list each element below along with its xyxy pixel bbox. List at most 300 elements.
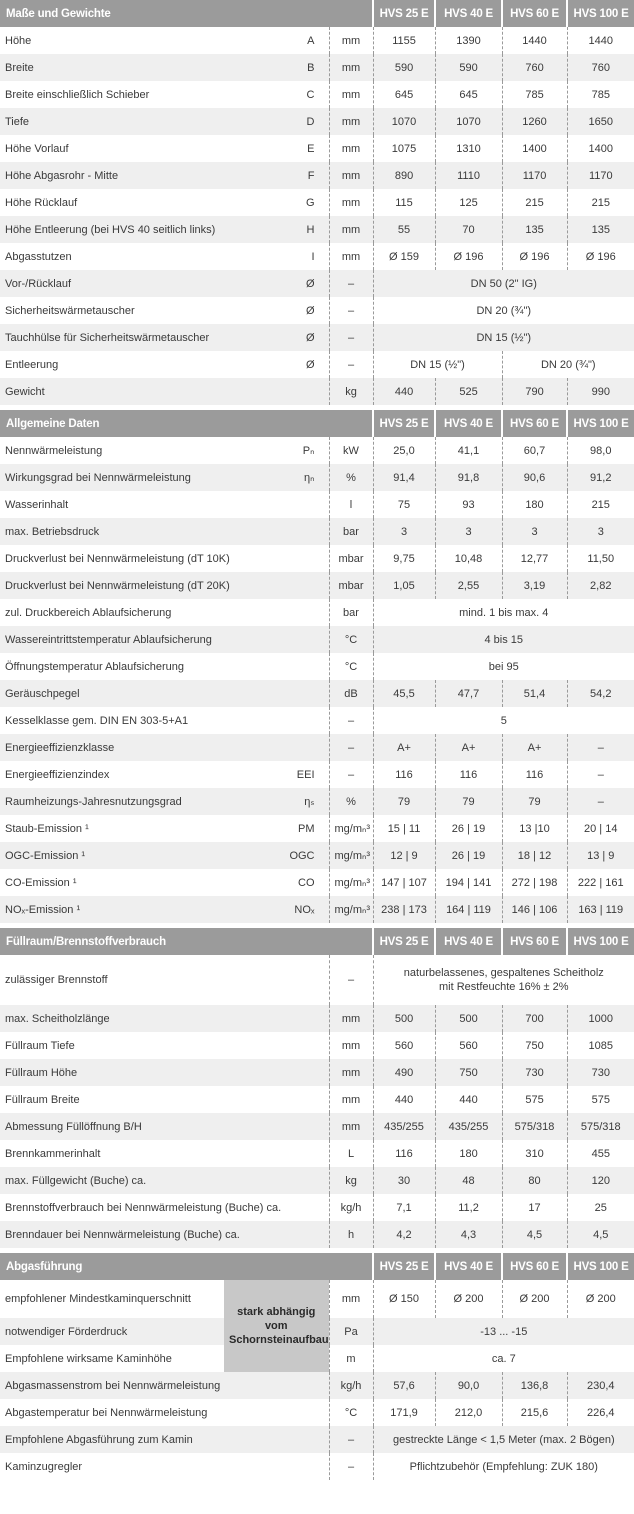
table-row (0, 437, 634, 464)
cell-value: 1070 (373, 108, 435, 135)
cell-value: 575/318 (502, 1113, 567, 1140)
section-fuel-chamber (0, 928, 634, 1248)
section-general-data (0, 410, 634, 923)
table-row (0, 545, 634, 572)
row-label: Nennwärmeleistung (0, 437, 224, 464)
note-line-1: stark abhängig vom (237, 1306, 316, 1332)
table-row (0, 27, 634, 54)
table-row (0, 1221, 634, 1248)
cell-value: 590 (435, 54, 502, 81)
cell-value-span: -13 ... -15 (373, 1318, 634, 1345)
cell-value: 80 (502, 1167, 567, 1194)
row-unit: – (329, 1453, 373, 1480)
cell-value: 226,4 (567, 1399, 634, 1426)
cell-value: 10,48 (435, 545, 502, 572)
model-header: HVS 25 E (373, 1253, 435, 1280)
row-label: CO-Emission ¹ (0, 869, 224, 896)
chimney-dependency-note (224, 1280, 329, 1372)
model-header: HVS 40 E (435, 1253, 502, 1280)
cell-value: 1440 (567, 27, 634, 54)
row-label: Entleerung (0, 351, 224, 378)
row-unit: mbar (329, 545, 373, 572)
cell-value: 1440 (502, 27, 567, 54)
cell-value: 147 | 107 (373, 869, 435, 896)
cell-value: 4,5 (502, 1221, 567, 1248)
note-line-2: Schornsteinaufbau (229, 1334, 329, 1346)
row-unit: mg/mₙ³ (329, 896, 373, 923)
row-symbol: H (224, 216, 329, 243)
row-unit: – (329, 270, 373, 297)
cell-value: A+ (435, 734, 502, 761)
row-symbol: I (224, 243, 329, 270)
fuel-line-2: mit Restfeuchte 16% ± 2% (439, 981, 569, 993)
row-label: Tauchhülse für Sicherheitswärmetauscher (0, 324, 224, 351)
row-symbol: NOₓ (224, 896, 329, 923)
table-row (0, 869, 634, 896)
cell-value: 171,9 (373, 1399, 435, 1426)
row-unit: mm (329, 27, 373, 54)
row-label: Kesselklasse gem. DIN EN 303-5+A1 (0, 707, 329, 734)
row-unit: – (329, 734, 373, 761)
cell-value: 116 (373, 1140, 435, 1167)
table-row (0, 761, 634, 788)
cell-value: 310 (502, 1140, 567, 1167)
cell-value: 760 (567, 54, 634, 81)
row-label: Wasserinhalt (0, 491, 329, 518)
row-unit: h (329, 1221, 373, 1248)
cell-value: Ø 196 (435, 243, 502, 270)
table-row (0, 162, 634, 189)
cell-value: 1310 (435, 135, 502, 162)
cell-value: 1075 (373, 135, 435, 162)
row-symbol: G (224, 189, 329, 216)
cell-value: 163 | 119 (567, 896, 634, 923)
row-unit: mg/mₙ³ (329, 869, 373, 896)
row-label: zulässiger Brennstoff (0, 955, 329, 1005)
cell-value: 990 (567, 378, 634, 405)
table-row (0, 491, 634, 518)
cell-value: 700 (502, 1005, 567, 1032)
cell-value: 180 (435, 1140, 502, 1167)
cell-value: Ø 196 (502, 243, 567, 270)
cell-value: 1170 (567, 162, 634, 189)
cell-value: 15 | 11 (373, 815, 435, 842)
row-label: Empfohlene wirksame Kaminhöhe (0, 1345, 224, 1372)
row-unit: °C (329, 653, 373, 680)
table-row (0, 108, 634, 135)
model-header: HVS 25 E (373, 410, 435, 437)
cell-value: 57,6 (373, 1372, 435, 1399)
cell-value: 116 (435, 761, 502, 788)
cell-value: 194 | 141 (435, 869, 502, 896)
section-title: Maße und Gewichte (0, 0, 373, 27)
model-header: HVS 40 E (435, 410, 502, 437)
fuel-line-1: naturbelassenes, gespaltenes Scheitholz (403, 967, 604, 979)
cell-value: 1070 (435, 108, 502, 135)
cell-value: 272 | 198 (502, 869, 567, 896)
row-label: OGC-Emission ¹ (0, 842, 224, 869)
section-title: Füllraum/Brennstoffverbrauch (0, 928, 373, 955)
row-symbol: Ø (224, 270, 329, 297)
cell-value: 1170 (502, 162, 567, 189)
row-unit: – (329, 324, 373, 351)
cell-value: Ø 196 (567, 243, 634, 270)
table-row (0, 135, 634, 162)
cell-value: 116 (373, 761, 435, 788)
model-header: HVS 60 E (502, 0, 567, 27)
cell-value: 125 (435, 189, 502, 216)
table-row (0, 680, 634, 707)
table-row (0, 626, 634, 653)
cell-value: 785 (502, 81, 567, 108)
row-label: Abgastemperatur bei Nennwärmeleistung (0, 1399, 329, 1426)
row-unit: Pa (329, 1318, 373, 1345)
row-label: Höhe Rücklauf (0, 189, 224, 216)
row-unit: bar (329, 599, 373, 626)
row-unit: kg (329, 1167, 373, 1194)
row-unit: mm (329, 54, 373, 81)
cell-value: 238 | 173 (373, 896, 435, 923)
table-row (0, 378, 634, 405)
row-symbol: Ø (224, 297, 329, 324)
model-header: HVS 60 E (502, 1253, 567, 1280)
cell-value: 70 (435, 216, 502, 243)
row-unit: – (329, 761, 373, 788)
row-unit: mm (329, 189, 373, 216)
cell-value: 3,19 (502, 572, 567, 599)
cell-value: 1000 (567, 1005, 634, 1032)
row-symbol: CO (224, 869, 329, 896)
cell-value: 135 (567, 216, 634, 243)
table-row (0, 464, 634, 491)
row-label: Staub-Emission ¹ (0, 815, 224, 842)
cell-value: Ø 159 (373, 243, 435, 270)
cell-value-span: DN 15 (½") (373, 324, 634, 351)
cell-value: 2,82 (567, 572, 634, 599)
table-row (0, 1426, 634, 1453)
table-row (0, 1086, 634, 1113)
cell-value: 116 (502, 761, 567, 788)
table-row (0, 1194, 634, 1221)
cell-value: 17 (502, 1194, 567, 1221)
table-row (0, 653, 634, 680)
table-row (0, 270, 634, 297)
cell-value: 115 (373, 189, 435, 216)
cell-value: 79 (373, 788, 435, 815)
section-flue-gas (0, 1253, 634, 1480)
row-unit: – (329, 351, 373, 378)
row-symbol: E (224, 135, 329, 162)
cell-value: Ø 200 (567, 1280, 634, 1318)
row-symbol: Ø (224, 351, 329, 378)
row-label: NOₓ-Emission ¹ (0, 896, 224, 923)
cell-value: Ø 200 (502, 1280, 567, 1318)
cell-value: 560 (435, 1032, 502, 1059)
row-unit: mm (329, 243, 373, 270)
row-label: max. Füllgewicht (Buche) ca. (0, 1167, 329, 1194)
cell-value-span: bei 95 (373, 653, 634, 680)
cell-value: 435/255 (435, 1113, 502, 1140)
row-label: Füllraum Tiefe (0, 1032, 329, 1059)
table-row (0, 189, 634, 216)
cell-value: 575 (567, 1086, 634, 1113)
table-row (0, 788, 634, 815)
table-row (0, 81, 634, 108)
cell-value: Ø 200 (435, 1280, 502, 1318)
row-unit: mm (329, 108, 373, 135)
cell-value: 3 (435, 518, 502, 545)
cell-value: 91,2 (567, 464, 634, 491)
cell-value: 440 (373, 1086, 435, 1113)
cell-value-span: Pflichtzubehör (Empfehlung: ZUK 180) (373, 1453, 634, 1480)
cell-value: 2,55 (435, 572, 502, 599)
cell-value: 790 (502, 378, 567, 405)
cell-value: 890 (373, 162, 435, 189)
cell-value: 500 (373, 1005, 435, 1032)
table-row (0, 815, 634, 842)
cell-value: 750 (502, 1032, 567, 1059)
cell-value: 1,05 (373, 572, 435, 599)
table-row (0, 1140, 634, 1167)
cell-value: 455 (567, 1140, 634, 1167)
cell-value: 4,5 (567, 1221, 634, 1248)
cell-value: 490 (373, 1059, 435, 1086)
model-header: HVS 60 E (502, 928, 567, 955)
fuel-chamber-table (0, 928, 634, 1248)
row-unit: kW (329, 437, 373, 464)
cell-value: 90,0 (435, 1372, 502, 1399)
row-unit: mm (329, 1113, 373, 1140)
cell-value-span: gestreckte Länge < 1,5 Meter (max. 2 Bögen) (373, 1426, 634, 1453)
row-unit: mm (329, 1280, 373, 1318)
cell-value: 750 (435, 1059, 502, 1086)
row-unit: mm (329, 216, 373, 243)
row-label: Energieeffizienzklasse (0, 734, 329, 761)
row-unit: °C (329, 626, 373, 653)
row-symbol: Ø (224, 324, 329, 351)
row-symbol: F (224, 162, 329, 189)
cell-value: 730 (502, 1059, 567, 1086)
cell-value: 47,7 (435, 680, 502, 707)
table-row (0, 1059, 634, 1086)
table-row (0, 324, 634, 351)
row-unit: – (329, 297, 373, 324)
row-label: Höhe Entleerung (bei HVS 40 seitlich links) (0, 216, 224, 243)
row-label: Gewicht (0, 378, 329, 405)
cell-value: 75 (373, 491, 435, 518)
cell-value: 440 (435, 1086, 502, 1113)
table-row (0, 955, 634, 1005)
row-label: zul. Druckbereich Ablaufsicherung (0, 599, 329, 626)
section-title: Allgemeine Daten (0, 410, 373, 437)
cell-value: 98,0 (567, 437, 634, 464)
cell-value-span (373, 955, 634, 1005)
cell-value: 135 (502, 216, 567, 243)
table-row (0, 1372, 634, 1399)
cell-value: 25 (567, 1194, 634, 1221)
cell-value: 26 | 19 (435, 842, 502, 869)
cell-value: 1400 (567, 135, 634, 162)
row-unit: kg (329, 378, 373, 405)
cell-value-span: DN 20 (¾") (502, 351, 634, 378)
table-row (0, 1399, 634, 1426)
cell-value: 51,4 (502, 680, 567, 707)
row-unit: kg/h (329, 1372, 373, 1399)
row-label: Höhe Abgasrohr - Mitte (0, 162, 224, 189)
row-unit: mm (329, 81, 373, 108)
cell-value: Ø 150 (373, 1280, 435, 1318)
table-row (0, 518, 634, 545)
row-unit: mm (329, 162, 373, 189)
cell-value: 11,50 (567, 545, 634, 572)
cell-value-span: DN 15 (½") (373, 351, 502, 378)
row-unit: – (329, 1426, 373, 1453)
table-row (0, 1005, 634, 1032)
cell-value: 12 | 9 (373, 842, 435, 869)
cell-value: 55 (373, 216, 435, 243)
cell-value: 25,0 (373, 437, 435, 464)
cell-value: 60,7 (502, 437, 567, 464)
table-row (0, 707, 634, 734)
section-header (0, 1253, 634, 1280)
table-row (0, 216, 634, 243)
row-unit: mg/mₙ³ (329, 842, 373, 869)
row-label: notwendiger Förderdruck (0, 1318, 224, 1345)
cell-value: 1155 (373, 27, 435, 54)
row-label: empfohlener Mindestkaminquerschnitt (0, 1280, 224, 1318)
cell-value: 26 | 19 (435, 815, 502, 842)
row-label: Kaminzugregler (0, 1453, 329, 1480)
cell-value: 590 (373, 54, 435, 81)
cell-value-span: mind. 1 bis max. 4 (373, 599, 634, 626)
row-unit: % (329, 788, 373, 815)
cell-value: 3 (502, 518, 567, 545)
cell-value: 93 (435, 491, 502, 518)
row-unit: kg/h (329, 1194, 373, 1221)
row-unit: dB (329, 680, 373, 707)
table-row (0, 734, 634, 761)
cell-value: 3 (373, 518, 435, 545)
row-symbol: D (224, 108, 329, 135)
row-symbol: B (224, 54, 329, 81)
row-unit: mm (329, 1005, 373, 1032)
row-unit: % (329, 464, 373, 491)
table-row (0, 572, 634, 599)
section-header (0, 410, 634, 437)
table-row (0, 54, 634, 81)
section-title: Abgasführung (0, 1253, 373, 1280)
table-row (0, 896, 634, 923)
cell-value: 91,4 (373, 464, 435, 491)
cell-value: 18 | 12 (502, 842, 567, 869)
row-label: Breite einschließlich Schieber (0, 81, 224, 108)
row-symbol: ηₙ (224, 464, 329, 491)
table-row (0, 1167, 634, 1194)
row-label: Abgasmassenstrom bei Nennwärmeleistung (0, 1372, 329, 1399)
row-label: Abmessung Füllöffnung B/H (0, 1113, 329, 1140)
cell-value: 11,2 (435, 1194, 502, 1221)
cell-value: 4,2 (373, 1221, 435, 1248)
cell-value: 785 (567, 81, 634, 108)
row-label: Höhe Vorlauf (0, 135, 224, 162)
table-row (0, 599, 634, 626)
model-header: HVS 40 E (435, 928, 502, 955)
row-unit: °C (329, 1399, 373, 1426)
cell-value: 4,3 (435, 1221, 502, 1248)
flue-gas-table (0, 1253, 634, 1480)
row-label: Brennkammerinhalt (0, 1140, 329, 1167)
cell-value: 1110 (435, 162, 502, 189)
general-data-table (0, 410, 634, 923)
row-label: Wirkungsgrad bei Nennwärmeleistung (0, 464, 224, 491)
row-unit: L (329, 1140, 373, 1167)
cell-value: 1260 (502, 108, 567, 135)
table-row (0, 1032, 634, 1059)
cell-value: 575/318 (567, 1113, 634, 1140)
row-symbol: PM (224, 815, 329, 842)
cell-value: 12,77 (502, 545, 567, 572)
row-unit: l (329, 491, 373, 518)
cell-value: 7,1 (373, 1194, 435, 1221)
row-label: Vor-/Rücklauf (0, 270, 224, 297)
cell-value: 79 (502, 788, 567, 815)
cell-value: 215 (502, 189, 567, 216)
cell-value-span: 4 bis 15 (373, 626, 634, 653)
cell-value: 91,8 (435, 464, 502, 491)
cell-value: 215 (567, 189, 634, 216)
row-label: Energieeffizienzindex (0, 761, 224, 788)
cell-value: 30 (373, 1167, 435, 1194)
cell-value: 1390 (435, 27, 502, 54)
cell-value: 3 (567, 518, 634, 545)
cell-value: 560 (373, 1032, 435, 1059)
section-header (0, 0, 634, 27)
row-label: Wassereintrittstemperatur Ablaufsicherung (0, 626, 329, 653)
row-unit: mm (329, 1086, 373, 1113)
cell-value: 440 (373, 378, 435, 405)
row-label: Sicherheitswärmetauscher (0, 297, 224, 324)
row-label: Empfohlene Abgasführung zum Kamin (0, 1426, 329, 1453)
cell-value: 222 | 161 (567, 869, 634, 896)
cell-value: 760 (502, 54, 567, 81)
row-label: max. Scheitholzlänge (0, 1005, 329, 1032)
table-row (0, 1113, 634, 1140)
row-label: max. Betriebsdruck (0, 518, 329, 545)
row-symbol: C (224, 81, 329, 108)
cell-value: 730 (567, 1059, 634, 1086)
cell-value-span: 5 (373, 707, 634, 734)
model-header: HVS 100 E (567, 0, 634, 27)
cell-value: 164 | 119 (435, 896, 502, 923)
row-label: Druckverlust bei Nennwärmeleistung (dT 10K) (0, 545, 329, 572)
cell-value: 500 (435, 1005, 502, 1032)
row-unit: – (329, 707, 373, 734)
cell-value: 90,6 (502, 464, 567, 491)
cell-value: A+ (373, 734, 435, 761)
row-unit: bar (329, 518, 373, 545)
section-dimensions-weights (0, 0, 634, 405)
row-label: Füllraum Höhe (0, 1059, 329, 1086)
cell-value: – (567, 761, 634, 788)
cell-value: 136,8 (502, 1372, 567, 1399)
cell-value: 645 (373, 81, 435, 108)
row-unit: m (329, 1345, 373, 1372)
row-symbol: A (224, 27, 329, 54)
row-label: Geräuschpegel (0, 680, 329, 707)
cell-value: 120 (567, 1167, 634, 1194)
cell-value: 48 (435, 1167, 502, 1194)
row-unit: mg/mₙ³ (329, 815, 373, 842)
